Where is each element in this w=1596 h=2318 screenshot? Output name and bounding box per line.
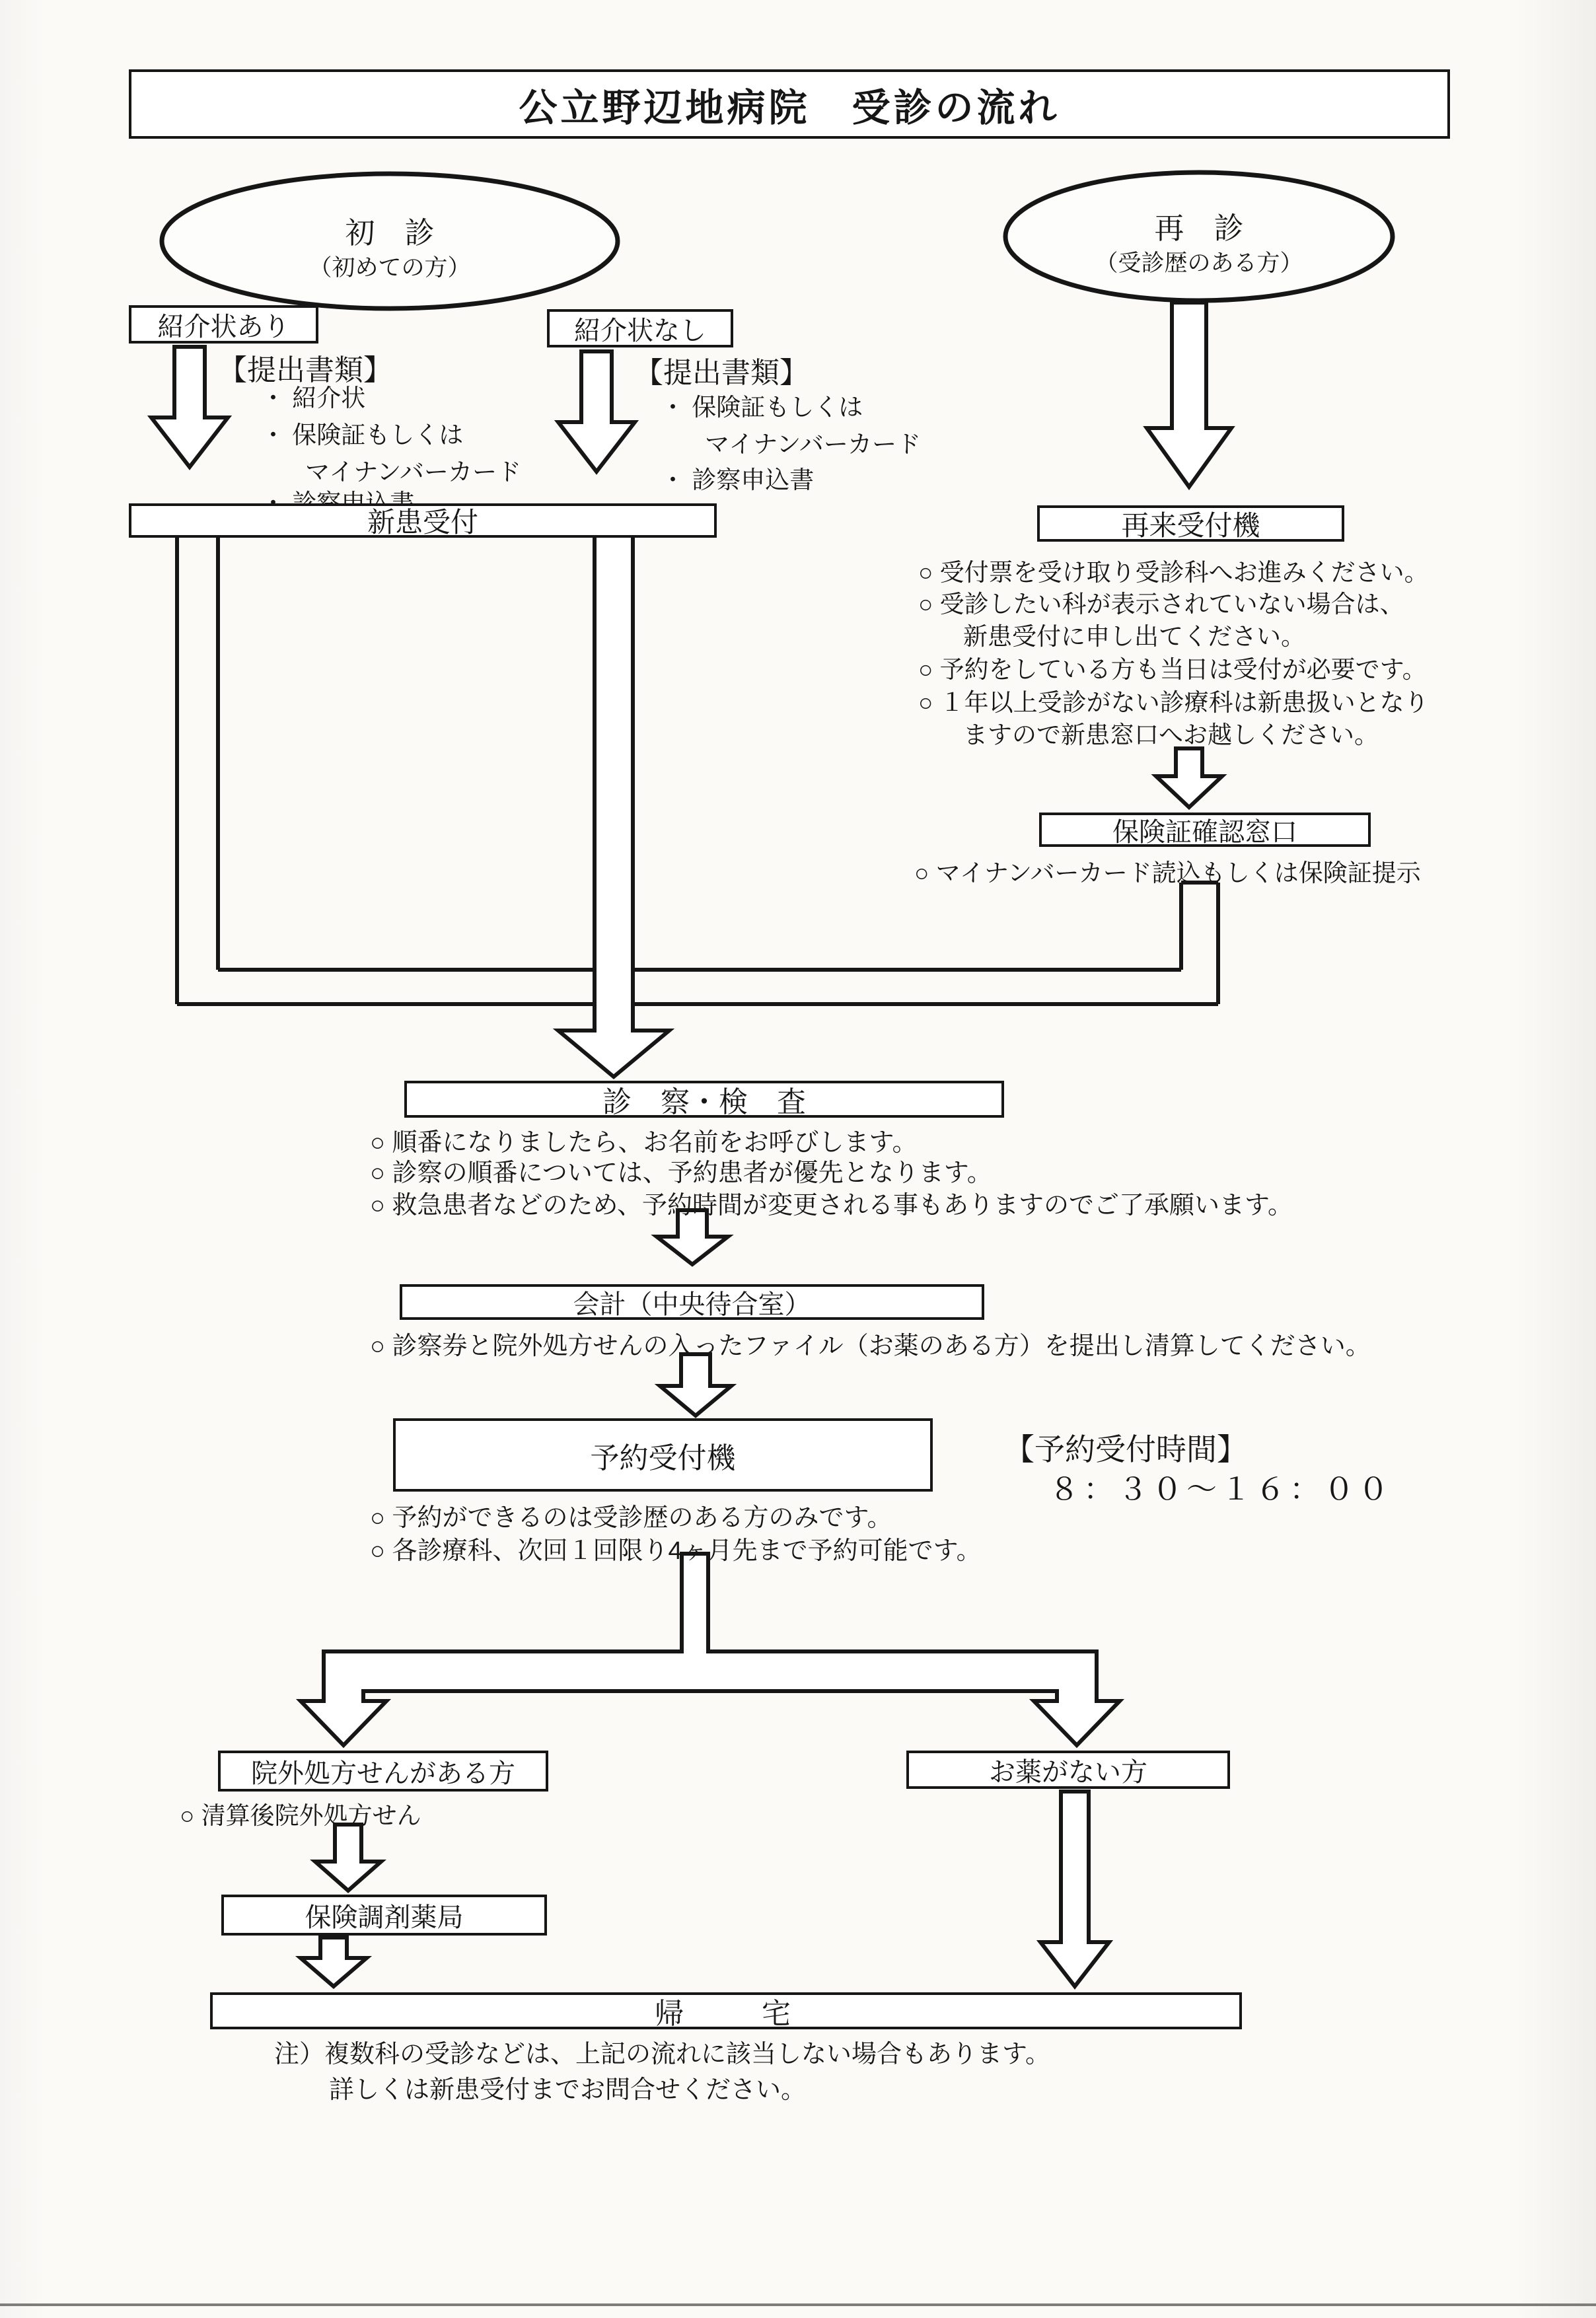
docs-right-item: ・ 診察申込書 [661,466,815,493]
payment-note: ○ 診察券と院外処方せんの入ったファイル（お薬のある方）を提出し清算してください。 [370,1332,1371,1360]
docs-left-heading: 【提出書類】 [218,354,392,386]
node-return-checkin-machine: 再来受付機 [1037,505,1344,542]
flow-arrow-pharmacy-to-home-icon [301,1938,367,1986]
first-visit-label: 初 診 [345,216,435,250]
return-machine-note: ○ 予約をしている方も当日は受付が必要です。 [918,656,1427,683]
flow-arrow-nomedicine-to-home-icon [1040,1792,1109,1986]
reservation-note: ○ 各診療科、次回１回限り4ヶ月先まで予約可能です。 [370,1537,982,1565]
exam-note: ○ 救急患者などのため、予約時間が変更される事もありますのでご了承願います。 [370,1192,1293,1219]
node-referral-no: 紹介状なし [547,309,733,347]
node-referral-yes: 紹介状あり [129,305,318,344]
revisit-label: 再 診 [1154,211,1244,245]
docs-right-item: ・ 保険証もしくは [661,394,863,421]
exam-note: ○ 順番になりましたら、お名前をお呼びします。 [370,1129,918,1157]
flow-arrow-to-exam-icon [558,535,669,1077]
scan-edge-line [0,2303,1596,2306]
page-title: 公立野辺地病院 受診の流れ [129,69,1450,139]
docs-right-heading: 【提出書類】 [634,357,809,389]
flow-branch-split-icon [301,1554,1120,1745]
docs-left-item: ・ 紹介状 [261,384,366,412]
revisit-sublabel: （受診歴のある方） [1095,250,1303,276]
footer-note: 詳しくは新患受付までお問合せください。 [329,2076,807,2104]
node-go-home: 帰 宅 [210,1992,1242,2029]
docs-left-item: マイナンバーカード [305,458,522,486]
node-reservation-machine: 予約受付機 [393,1418,933,1492]
docs-left-item: ・ 保険証もしくは [261,421,464,449]
node-exam: 診 察・検 査 [404,1081,1004,1118]
node-pharmacy: 保険調剤薬局 [221,1895,547,1936]
prescription-note: ○ 清算後院外処方せん [180,1802,421,1829]
docs-right-item: マイナンバーカード [705,431,922,458]
node-new-patient-reception: 新患受付 [129,503,717,538]
footer-note: 注）複数科の受診などは、上記の流れに該当しない場合もあります。 [274,2041,1050,2068]
reservation-hours-heading: 【予約受付時間】 [1004,1432,1247,1467]
reservation-hours: ８：３０～１６：００ [1049,1472,1393,1506]
first-visit-sublabel: （初めての方） [308,255,471,281]
node-insurance-check-window: 保険証確認窓口 [1039,813,1371,847]
return-machine-note: ○ 受付票を受け取り受診科へお進みください。 [918,559,1429,586]
flow-arrow-to-reservation-icon [660,1354,731,1416]
reservation-note: ○ 予約ができるのは受診歴のある方のみです。 [370,1504,892,1532]
return-machine-note: ますので新患窓口へお越しください。 [963,721,1379,748]
insurance-note: ○ マイナンバーカード読込もしくは保険証提示 [914,859,1421,887]
return-machine-note: 新患受付に申し出てください。 [963,623,1305,650]
flow-arrow-to-pharmacy-icon [315,1825,381,1891]
flow-arrow-revisit-icon [1147,303,1231,487]
return-machine-note: ○ １年以上受診がない診療科は新患扱いとなり [918,689,1429,716]
flow-arrow-to-insurance-check-icon [1156,748,1222,807]
node-with-prescription: 院外処方せんがある方 [218,1751,548,1792]
flow-arrow-referral-yes-icon [151,347,228,467]
exam-note: ○ 診察の順番については、予約患者が優先となります。 [370,1159,992,1187]
flow-arrow-referral-no-icon [558,351,635,472]
node-payment: 会計（中央待合室） [400,1284,984,1320]
return-machine-note: ○ 受診したい科が表示されていない場合は、 [918,591,1404,618]
node-no-medicine: お薬がない方 [906,1751,1230,1789]
